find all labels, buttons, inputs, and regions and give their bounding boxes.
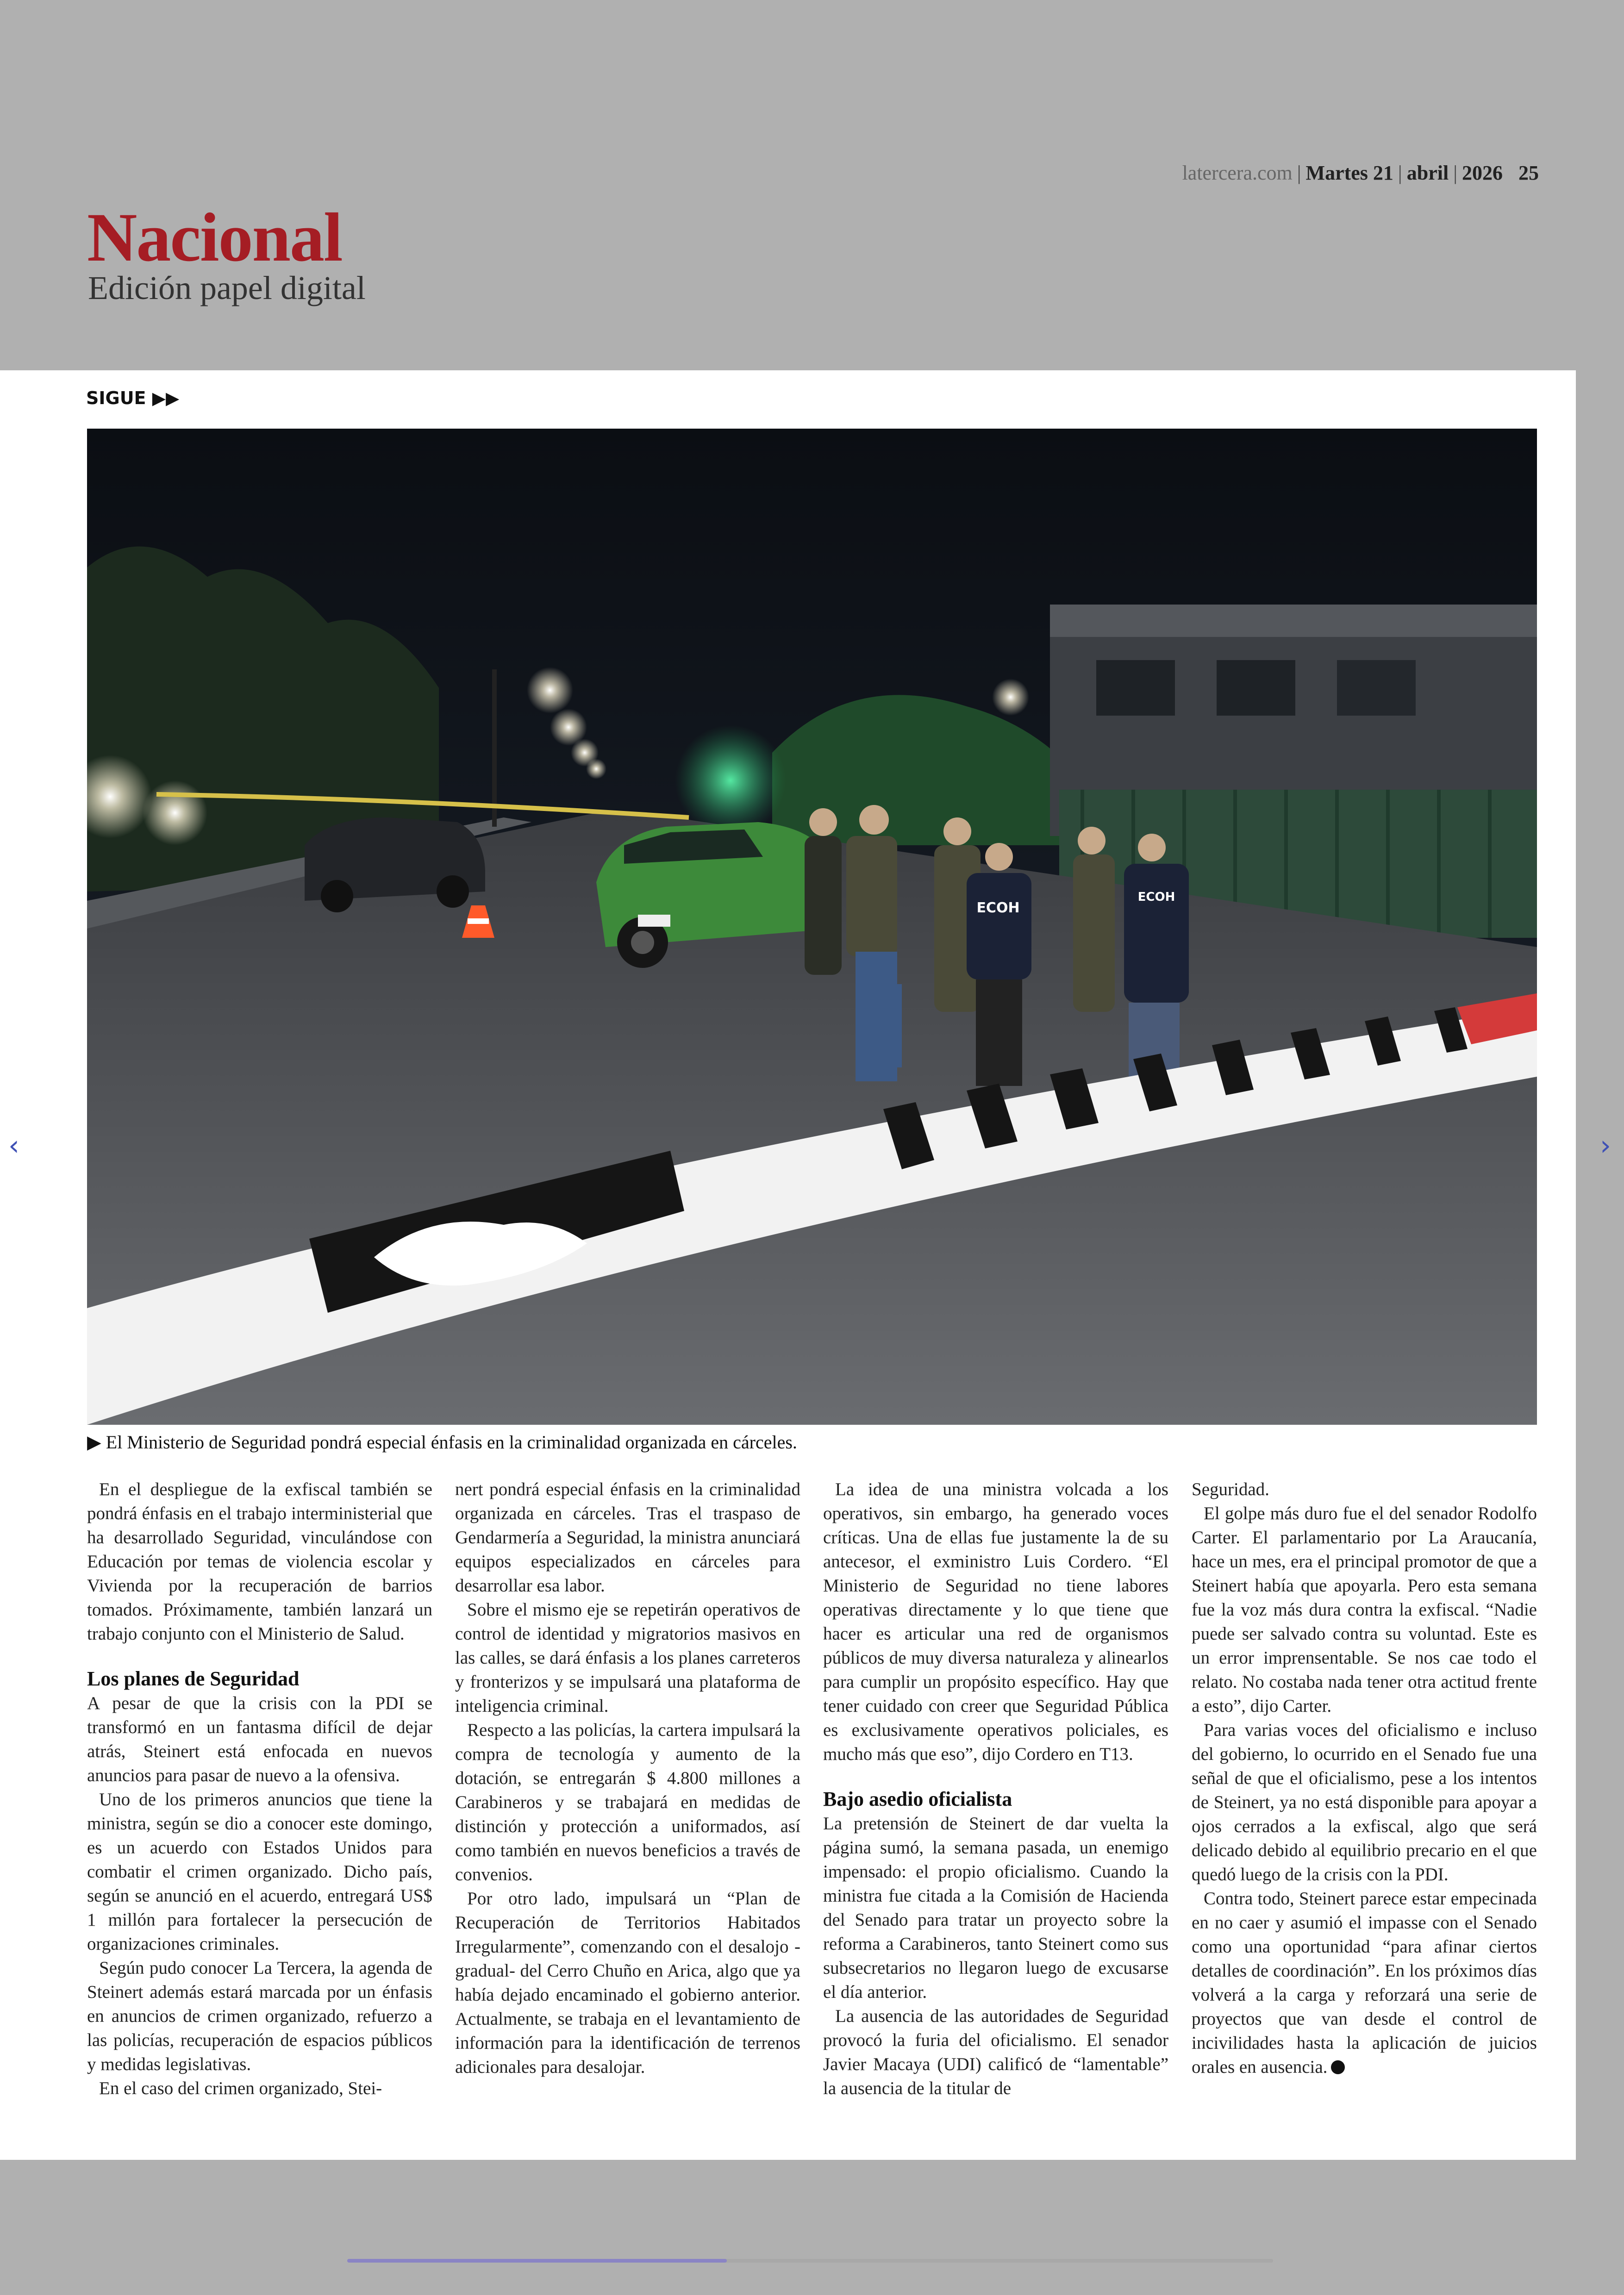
previous-page-button[interactable]: ‹ — [8, 1129, 19, 1162]
paragraph: Según pudo conocer La Tercera, la agenda de Steinert además estará marcada por un énfasis en anuncios de crimen organizado, refuerzo a las policías, recuperación de espacios públicos y medidas legislativas. — [87, 1958, 432, 2074]
paragraph: La ausencia de las autoridades de Seguridad provocó la furia del oficialismo. El senador Javier Macaya (UDI) calificó de “lamentable” la ausencia de la titular de — [823, 2006, 1168, 2098]
paragraph-text: Contra todo, Steinert parece estar empecinada en no caer y asumió el impasse con el Senado como una oportunidad “para afinar ciertos detalles de coordinación”. En los próximos días volverá a la carga y reforzará una serie de proyectos que van desde el control de incivilidades hasta la aplicación de juicios orales en ausencia. — [1192, 1889, 1537, 2077]
photo-illustration — [87, 429, 1537, 1425]
paragraph: En el despliegue de la exfiscal también se pondrá énfasis en el trabajo interministerial que ha desarrollado Seguridad, vinculándose con Educación por temas de violencia escolar y Vivienda por la recuperación de barrios tomados. Próximamente, también lanzará un trabajo conjunto con el Ministerio de Salud. — [87, 1479, 432, 1644]
paragraph: Seguridad. — [1192, 1479, 1269, 1499]
vest-label-left: ECOH — [976, 900, 1020, 916]
column-2 — [455, 1478, 800, 2079]
page-scrollbar-thumb[interactable] — [347, 2259, 727, 2263]
page-number: 25 — [1518, 162, 1539, 184]
issue-month: abril — [1406, 162, 1449, 184]
site-name: latercera.com — [1182, 162, 1293, 184]
end-mark-icon — [1331, 2060, 1345, 2074]
paragraph: Por otro lado, impulsará un “Plan de Recuperación de Territorios Habitados Irregularmente”, comenzando con el desalojo -gradual- del Cerro Chuño en Arica, algo que ya había dejado encaminado el gobierno anterior. Actualmente, se trabaja en el levantamiento de información para la identificación de terrenos adicionales para desalojar. — [455, 1889, 800, 2077]
article-photo — [87, 429, 1537, 1425]
paragraph: Para varias voces del oficialismo e incluso del gobierno, lo ocurrido en el Senado fue una señal de que el oficialismo, pese a los intentos de Steinert, ya no está disponible para apoyar a ojos cerrados a la exfiscal, algo que será delicado debido al equilibrio precario en el que quedó luego de la crisis con la PDI. — [1192, 1720, 1537, 1884]
paragraph: A pesar de que la crisis con la PDI se transformó en un fantasma difícil de dejar atrás, Steinert está enfocada en nuevos anuncios para pasar de nuevo a la ofensiva. — [87, 1693, 432, 1785]
subheading: Los planes de Seguridad — [87, 1667, 300, 1690]
paragraph: nert pondrá especial énfasis en la criminalidad organizada en cárceles. Tras el traspaso de Gendarmería a Seguridad, la ministra anunciará equipos especializados en cárceles para desarrollar esa labor. — [455, 1479, 800, 1596]
next-page-button[interactable]: › — [1600, 1129, 1611, 1162]
paragraph: La idea de una ministra volcada a los operativos, sin embargo, ha generado voces críticas. Una de ellas fue justamente la de su antecesor, el exministro Luis Cordero. “El Ministerio de Seguridad no tiene labores operativas directamente y lo que tiene que hacer es articular una red de organismos públicos de muy diversa naturaleza y alinearlos para cumplir un propósito específico. Hay que tener cuidado con creer que Seguridad Pública es exclusivamente operativos policiales, es mucho más que eso”, dijo Cordero en T13. — [823, 1479, 1168, 1764]
issue-meta: latercera.com | Martes 21 | abril | 2026 25 — [1182, 162, 1539, 184]
vest-label-right: ECOH — [1137, 890, 1175, 904]
paragraph: El golpe más duro fue el del senador Rodolfo Carter. El parlamentario por La Araucanía, hace un mes, era el principal promotor de que a Steinert había que apoyarla. Pero esta semana fue la voz más dura contra la exfiscal. “Nadie puede ser salvado contra su voluntad. Este es un error imprensentable. Se nos cae todo el relato. No costaba nada tener otra actitud frente a esto”, dijo Carter. — [1192, 1503, 1537, 1716]
paragraph: Respecto a las policías, la cartera impulsará la compra de tecnología y aumento de la dotación, se entregarán $ 4.800 millones a Carabineros y se trabajará en medidas de distinción y protección a uniformados, así como también en nuevos beneficios a través de convenios. — [455, 1720, 800, 1884]
paragraph: Uno de los primeros anuncios que tiene la ministra, según se dio a conocer este domingo, es un acuerdo con Estados Unidos para combatir el crimen organizado. Dicho país, según se anunció en el acuerdo, entregará US$ 1 millón para fortalecer la persecución de organizaciones criminales. — [87, 1790, 432, 1954]
paragraph: Sobre el mismo eje se repetirán operativos de control de identidad y migratorios masivos en las calles, se dará énfasis a los planes carreteros y fronterizos y se impulsará una plataforma de inteligencia criminal. — [455, 1600, 800, 1716]
section-subtitle: Edición papel digital — [88, 269, 366, 306]
photo-caption: ▶ El Ministerio de Seguridad pondrá especial énfasis en la criminalidad organizada en cárceles. — [87, 1432, 797, 1453]
article-body — [87, 1478, 1537, 2135]
section-title: Nacional — [87, 199, 342, 276]
continues-label: SIGUE ▶▶ — [86, 388, 180, 408]
issue-weekday: Martes 21 — [1305, 162, 1393, 184]
issue-year: 2026 — [1462, 162, 1503, 184]
column-1 — [87, 1478, 432, 2101]
column-3 — [823, 1478, 1168, 2101]
paragraph: La pretensión de Steinert de dar vuelta la página sumó, la semana pasada, un enemigo impensado: el propio oficialismo. Cuando la ministra fue citada a la Comisión de Hacienda del Senado para tratar un proyecto sobre la reforma a Carabineros, tanto Steinert como sus subsecretarios no llegaron luego de excusarse el día anterior. — [823, 1814, 1168, 2002]
paragraph: En el caso del crimen organizado, Stei- — [99, 2078, 382, 2098]
page-header — [0, 0, 1624, 370]
subheading: Bajo asedio oficialista — [823, 1788, 1012, 1810]
column-4 — [1192, 1478, 1537, 2079]
paragraph-last — [1192, 1887, 1537, 2079]
